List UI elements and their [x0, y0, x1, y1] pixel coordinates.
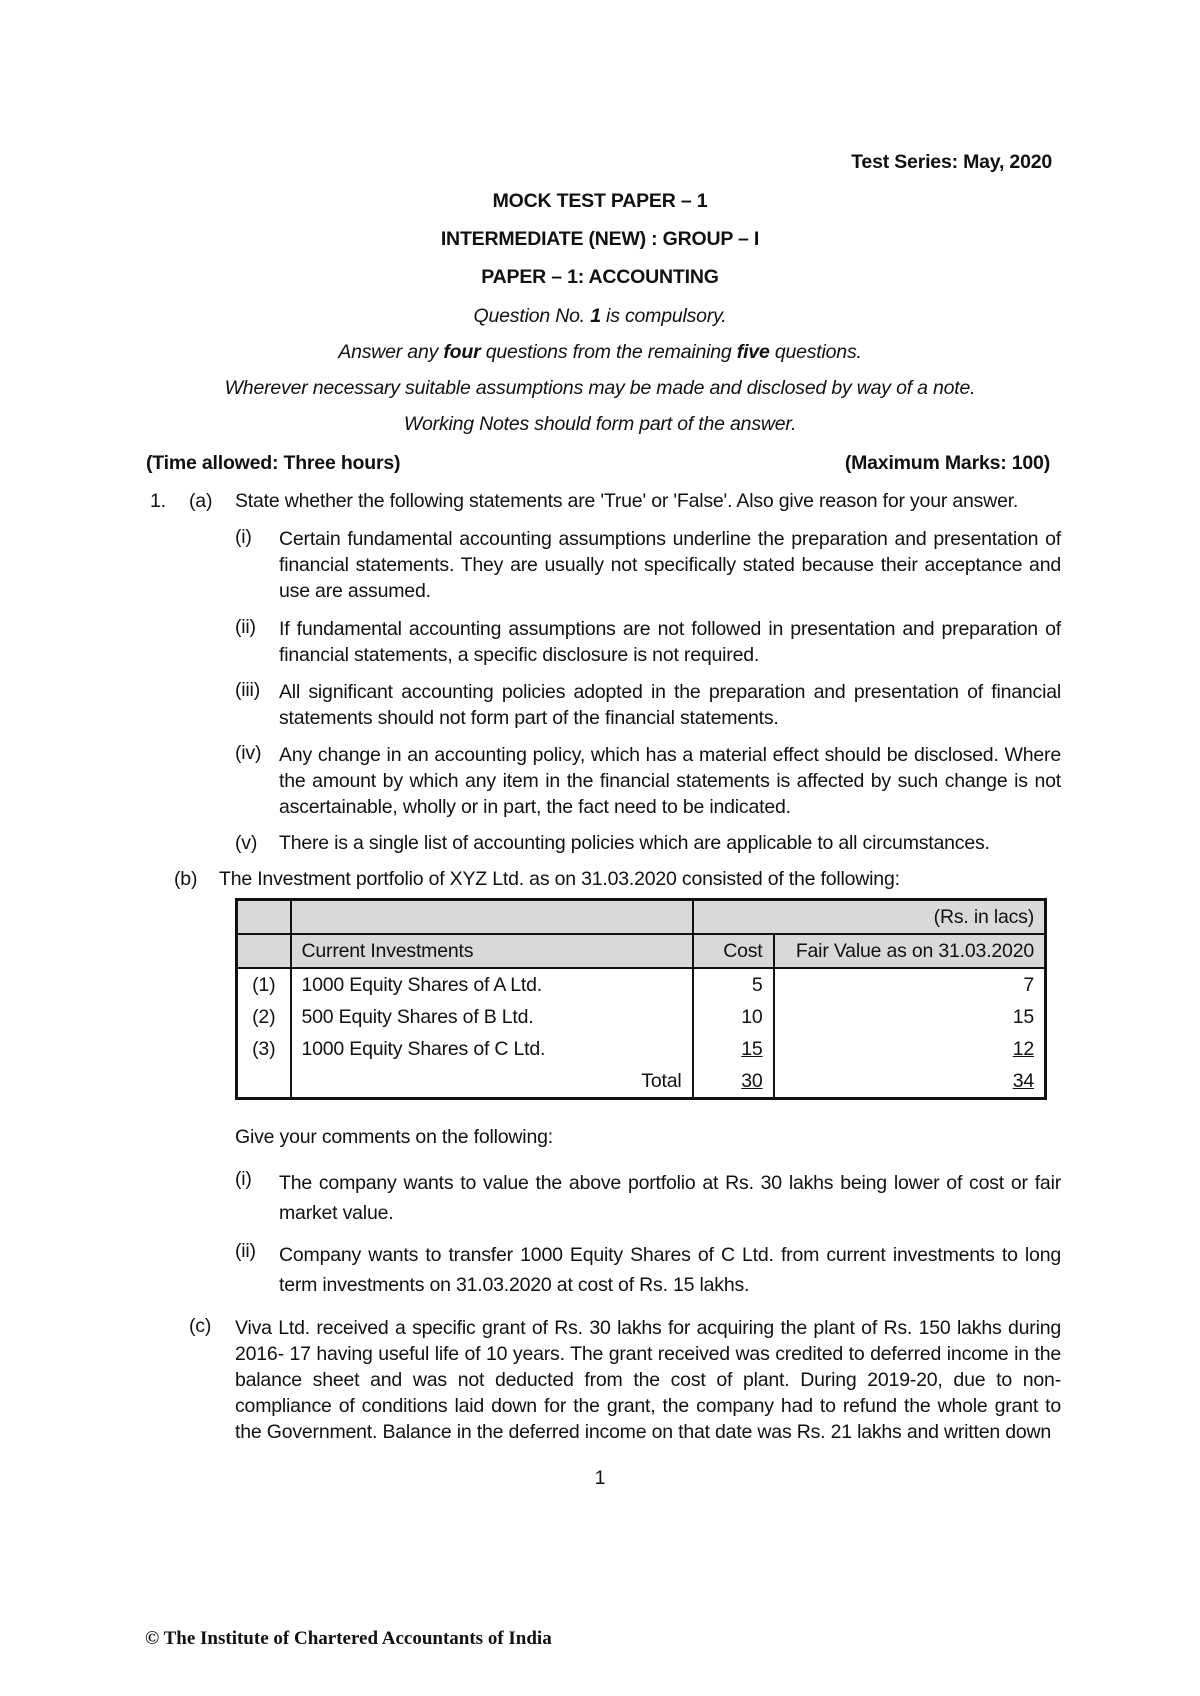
row-cost: 5 — [693, 968, 774, 1001]
part-c-text: Viva Ltd. received a specific grant of Rs. 30 lakhs for acquiring the plant of Rs. 150 lakhs during 2016- 17 having useful life of 10 years. The grant received was credited to deferred income in the balance sheet and was not deducted from the cost of plant. During 2019-20, due to non-compliance of conditions laid down for the grant, the company had to refund the whole grant to the Government. Balance in the deferred income on that date was Rs. 21 lakhs and written down — [235, 1317, 1061, 1443]
question-number: 1. — [150, 490, 166, 512]
max-marks: (Maximum Marks: 100) — [844, 452, 1050, 474]
col-header: Fair Value as on 31.03.2020 — [774, 934, 1046, 968]
b-item-label: (i) — [235, 1168, 252, 1190]
comments-intro: Give your comments on the following: — [235, 1126, 553, 1148]
a-item-text: There is a single list of accounting policies which are applicable to all circumstances. — [279, 832, 990, 854]
instruction-2: Answer any four questions from the remaining five questions. — [338, 341, 862, 363]
table-unit-row — [237, 900, 1046, 935]
table-row — [237, 968, 1046, 1001]
paper-title: MOCK TEST PAPER – 1 — [492, 190, 708, 212]
a-item-label: (iv) — [235, 742, 262, 764]
footer-copyright: © The Institute of Chartered Accountants of India — [145, 1628, 552, 1649]
row-fair: 15 — [774, 1001, 1046, 1033]
part-a-text: State whether the following statements are 'True' or 'False'. Also give reason for your answer. — [235, 490, 1019, 512]
investment-table — [235, 898, 1047, 1100]
part-a-label: (a) — [189, 490, 213, 512]
instruction-3: Wherever necessary suitable assumptions may be made and disclosed by way of a note. — [224, 377, 976, 399]
row-cost: 15 — [693, 1033, 774, 1065]
total-label: Total — [291, 1065, 693, 1099]
table-row — [237, 1033, 1046, 1065]
part-b-label: (b) — [174, 868, 198, 890]
time-allowed: (Time allowed: Three hours) — [146, 452, 401, 474]
table-unit: (Rs. in lacs) — [693, 900, 1046, 935]
row-sn: (1) — [237, 968, 291, 1001]
row-fair: 12 — [774, 1033, 1046, 1065]
a-item-text: All significant accounting policies adopted in the preparation and presentation of financial statements should not form part of the financial statements. — [279, 681, 1061, 729]
instruction-4: Working Notes should form part of the answer. — [403, 413, 797, 435]
table-header-row — [237, 934, 1046, 968]
group-title: INTERMEDIATE (NEW) : GROUP – I — [440, 228, 760, 250]
instruction-1: Question No. 1 is compulsory. — [473, 305, 727, 327]
a-item-label: (ii) — [235, 616, 256, 638]
a-item-text: If fundamental accounting assumptions are not followed in presentation and preparation of financial statements, a specific disclosure is not required. — [279, 618, 1061, 666]
test-series: Test Series: May, 2020 — [851, 151, 1052, 173]
row-sn: (2) — [237, 1001, 291, 1033]
row-name: 500 Equity Shares of B Ltd. — [291, 1001, 693, 1033]
table-row — [237, 1001, 1046, 1033]
table-total-row — [237, 1065, 1046, 1099]
col-header: Cost — [693, 934, 774, 968]
b-item-text: Company wants to transfer 1000 Equity Shares of C Ltd. from current investments to long term investments on 31.03.2020 at cost of Rs. 15 lakhs. — [279, 1244, 1061, 1296]
page-number: 1 — [594, 1467, 606, 1489]
row-sn: (3) — [237, 1033, 291, 1065]
a-item-text: Certain fundamental accounting assumptions underline the preparation and presentation of financial statements. They are usually not specifically stated because their acceptance and use are assumed. — [279, 528, 1061, 602]
a-item-text: Any change in an accounting policy, which has a material effect should be disclosed. Where the amount by which any item in the financial statements is affected by such change is not ascertainable, wholly or in part, the fact need to be indicated. — [279, 744, 1061, 818]
a-item-label: (i) — [235, 526, 252, 548]
a-item-label: (v) — [235, 832, 258, 854]
paper-subject: PAPER – 1: ACCOUNTING — [481, 266, 719, 288]
row-name: 1000 Equity Shares of A Ltd. — [291, 968, 693, 1001]
part-c-label: (c) — [189, 1315, 212, 1337]
total-fair: 34 — [774, 1065, 1046, 1099]
row-fair: 7 — [774, 968, 1046, 1001]
col-header: Current Investments — [291, 934, 693, 968]
b-item-text: The company wants to value the above portfolio at Rs. 30 lakhs being lower of cost or fair market value. — [279, 1172, 1061, 1224]
a-item-label: (iii) — [235, 679, 260, 701]
row-name: 1000 Equity Shares of C Ltd. — [291, 1033, 693, 1065]
total-cost: 30 — [693, 1065, 774, 1099]
part-b-text: The Investment portfolio of XYZ Ltd. as on 31.03.2020 consisted of the following: — [219, 868, 900, 890]
row-cost: 10 — [693, 1001, 774, 1033]
b-item-label: (ii) — [235, 1240, 256, 1262]
